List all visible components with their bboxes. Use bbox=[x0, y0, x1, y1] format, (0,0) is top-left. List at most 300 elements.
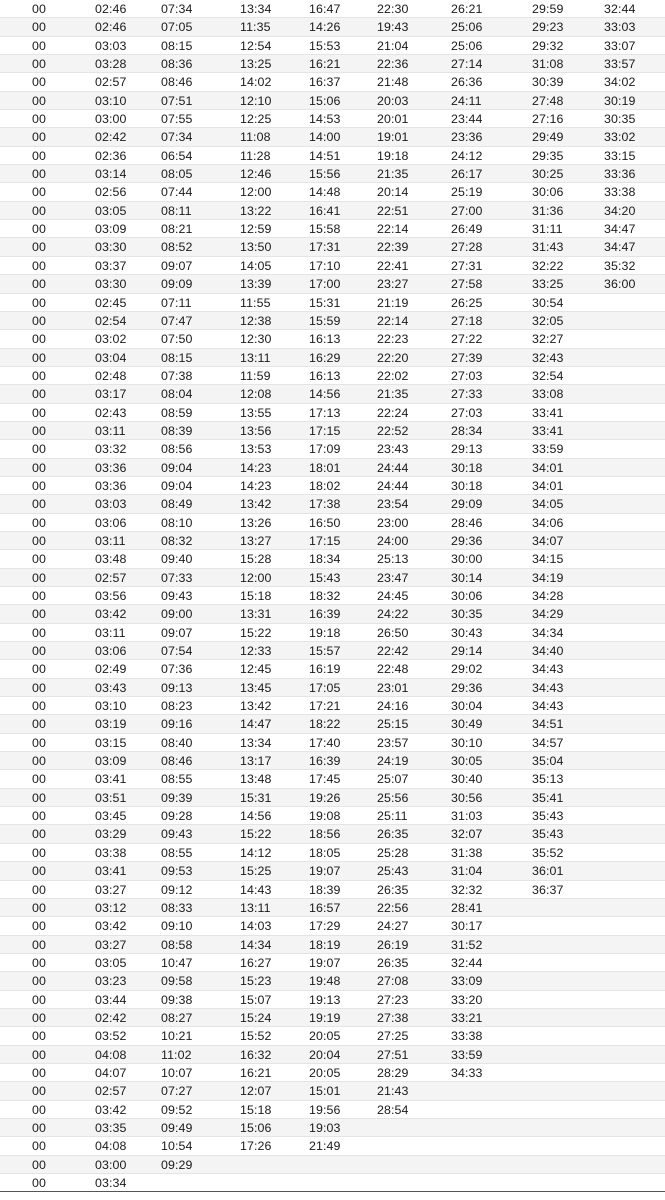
row-label-cell: 00 bbox=[32, 497, 46, 512]
time-cell: 15:01 bbox=[309, 1084, 341, 1099]
time-cell: 31:36 bbox=[532, 203, 564, 218]
time-cell: 09:00 bbox=[161, 607, 193, 622]
time-cell: 03:30 bbox=[95, 277, 127, 292]
time-cell: 15:31 bbox=[309, 295, 341, 310]
time-cell: 18:56 bbox=[309, 827, 341, 842]
time-cell: 31:43 bbox=[532, 240, 564, 255]
time-cell: 15:06 bbox=[240, 1120, 272, 1135]
time-cell: 03:42 bbox=[95, 1102, 127, 1117]
time-cell: 18:01 bbox=[309, 460, 341, 475]
time-cell: 16:37 bbox=[309, 75, 341, 90]
time-cell: 08:40 bbox=[161, 735, 193, 750]
time-cell: 16:50 bbox=[309, 515, 341, 530]
table-row bbox=[0, 844, 665, 862]
time-cell: 17:15 bbox=[309, 423, 341, 438]
row-label-cell: 00 bbox=[32, 974, 46, 989]
time-cell: 14:26 bbox=[309, 20, 341, 35]
time-cell: 24:22 bbox=[377, 607, 409, 622]
time-cell: 33:59 bbox=[451, 1047, 483, 1062]
time-cell: 08:46 bbox=[161, 754, 193, 769]
time-cell: 22:51 bbox=[377, 203, 409, 218]
time-cell: 08:56 bbox=[161, 442, 193, 457]
time-cell: 11:02 bbox=[161, 1047, 192, 1062]
table-row bbox=[0, 349, 665, 367]
time-cell: 34:07 bbox=[532, 533, 564, 548]
time-cell: 27:33 bbox=[451, 387, 483, 402]
time-cell: 08:15 bbox=[161, 38, 193, 53]
time-cell: 35:41 bbox=[532, 790, 564, 805]
time-cell: 17:13 bbox=[309, 405, 341, 420]
time-cell: 35:43 bbox=[532, 809, 564, 824]
time-cell: 15:22 bbox=[240, 625, 272, 640]
time-cell: 16:41 bbox=[309, 203, 341, 218]
time-cell: 31:04 bbox=[451, 864, 483, 879]
row-label-cell: 00 bbox=[32, 790, 46, 805]
table-row bbox=[0, 220, 665, 238]
row-label-cell: 00 bbox=[32, 1047, 46, 1062]
time-cell: 03:35 bbox=[95, 1120, 127, 1135]
row-label-cell: 00 bbox=[32, 258, 46, 273]
time-cell: 03:41 bbox=[95, 772, 127, 787]
table-row bbox=[0, 862, 665, 880]
time-cell: 35:13 bbox=[532, 772, 564, 787]
time-cell: 09:12 bbox=[161, 882, 193, 897]
time-cell: 03:10 bbox=[95, 699, 127, 714]
time-cell: 12:25 bbox=[240, 112, 272, 127]
time-cell: 14:23 bbox=[240, 460, 272, 475]
time-cell: 13:34 bbox=[240, 2, 272, 16]
row-label-cell: 00 bbox=[32, 955, 46, 970]
row-label-cell: 00 bbox=[32, 717, 46, 732]
time-cell: 26:17 bbox=[451, 167, 483, 182]
time-cell: 27:03 bbox=[451, 405, 483, 420]
time-cell: 23:57 bbox=[377, 735, 409, 750]
time-cell: 13:45 bbox=[240, 680, 272, 695]
time-cell: 27:08 bbox=[377, 974, 409, 989]
time-cell: 12:54 bbox=[240, 38, 272, 53]
time-cell: 26:19 bbox=[377, 937, 409, 952]
time-cell: 25:06 bbox=[451, 20, 483, 35]
row-label-cell: 00 bbox=[32, 423, 46, 438]
table-row bbox=[0, 477, 665, 495]
time-cell: 34:29 bbox=[532, 607, 564, 622]
time-cell: 18:22 bbox=[309, 717, 341, 732]
time-cell: 08:55 bbox=[161, 772, 193, 787]
time-cell: 08:33 bbox=[161, 900, 193, 915]
time-cell: 36:37 bbox=[532, 882, 564, 897]
table-row bbox=[0, 422, 665, 440]
time-cell: 03:36 bbox=[95, 478, 127, 493]
time-cell: 19:01 bbox=[377, 130, 409, 145]
time-cell: 22:41 bbox=[377, 258, 409, 273]
time-cell: 16:57 bbox=[309, 900, 341, 915]
time-cell: 03:05 bbox=[95, 203, 127, 218]
time-cell: 13:50 bbox=[240, 240, 272, 255]
time-cell: 18:39 bbox=[309, 882, 341, 897]
table-row bbox=[0, 1137, 665, 1155]
table-row bbox=[0, 165, 665, 183]
time-cell: 13:17 bbox=[240, 754, 272, 769]
time-cell: 14:43 bbox=[240, 882, 272, 897]
time-cell: 15:18 bbox=[240, 1102, 272, 1117]
time-cell: 17:15 bbox=[309, 533, 341, 548]
time-cell: 03:17 bbox=[95, 387, 127, 402]
time-cell: 16:47 bbox=[309, 2, 341, 16]
time-cell: 20:05 bbox=[309, 1065, 341, 1080]
time-cell: 08:49 bbox=[161, 497, 193, 512]
time-cell: 19:26 bbox=[309, 790, 341, 805]
time-cell: 08:05 bbox=[161, 167, 193, 182]
time-cell: 07:34 bbox=[161, 130, 193, 145]
time-cell: 11:35 bbox=[240, 20, 271, 35]
time-cell: 03:52 bbox=[95, 1029, 127, 1044]
time-cell: 20:01 bbox=[377, 112, 409, 127]
row-label-cell: 00 bbox=[32, 185, 46, 200]
row-label-cell: 00 bbox=[32, 772, 46, 787]
time-cell: 34:20 bbox=[604, 203, 636, 218]
time-cell: 29:49 bbox=[532, 130, 564, 145]
time-cell: 17:10 bbox=[309, 258, 341, 273]
table-row bbox=[0, 734, 665, 752]
time-cell: 27:16 bbox=[532, 112, 564, 127]
time-cell: 24:45 bbox=[377, 589, 409, 603]
time-cell: 30:49 bbox=[451, 717, 483, 732]
time-cell: 24:11 bbox=[451, 93, 482, 108]
time-cell: 33:57 bbox=[604, 57, 636, 72]
row-label-cell: 00 bbox=[32, 662, 46, 677]
table-row bbox=[0, 110, 665, 128]
table-row bbox=[0, 660, 665, 678]
time-cell: 27:00 bbox=[451, 203, 483, 218]
time-cell: 03:41 bbox=[95, 864, 127, 879]
time-cell: 04:07 bbox=[95, 1065, 127, 1080]
time-cell: 29:09 bbox=[451, 497, 483, 512]
time-cell: 22:02 bbox=[377, 368, 409, 383]
time-cell: 04:08 bbox=[95, 1047, 127, 1062]
time-cell: 20:05 bbox=[309, 1029, 341, 1044]
time-cell: 29:14 bbox=[451, 644, 483, 659]
time-cell: 07:51 bbox=[161, 93, 193, 108]
time-cell: 34:43 bbox=[532, 699, 564, 714]
time-cell: 09:49 bbox=[161, 1120, 193, 1135]
time-cell: 03:03 bbox=[95, 38, 127, 53]
table-row bbox=[0, 587, 665, 605]
table-row bbox=[0, 275, 665, 293]
time-cell: 09:39 bbox=[161, 790, 193, 805]
time-cell: 30:54 bbox=[532, 295, 564, 310]
time-cell: 21:43 bbox=[377, 1084, 409, 1099]
row-label-cell: 00 bbox=[32, 533, 46, 548]
table-row bbox=[0, 238, 665, 256]
time-cell: 34:57 bbox=[532, 735, 564, 750]
time-cell: 09:43 bbox=[161, 827, 193, 842]
table-row bbox=[0, 991, 665, 1009]
row-label-cell: 00 bbox=[32, 900, 46, 915]
time-cell: 25:06 bbox=[451, 38, 483, 53]
time-cell: 13:26 bbox=[240, 515, 272, 530]
time-cell: 34:01 bbox=[532, 478, 564, 493]
table-row bbox=[0, 972, 665, 990]
time-cell: 16:21 bbox=[309, 57, 341, 72]
time-cell: 35:43 bbox=[532, 827, 564, 842]
time-cell: 23:54 bbox=[377, 497, 409, 512]
row-label-cell: 00 bbox=[32, 130, 46, 145]
time-cell: 08:10 bbox=[161, 515, 193, 530]
time-cell: 13:34 bbox=[240, 735, 272, 750]
row-label-cell: 00 bbox=[32, 277, 46, 292]
time-cell: 02:54 bbox=[95, 313, 127, 328]
table-row bbox=[0, 202, 665, 220]
time-cell: 28:34 bbox=[451, 423, 483, 438]
time-cell: 14:51 bbox=[309, 148, 341, 163]
table-row bbox=[0, 1082, 665, 1100]
time-cell: 03:03 bbox=[95, 497, 127, 512]
time-cell: 34:05 bbox=[532, 497, 564, 512]
time-cell: 02:43 bbox=[95, 405, 127, 420]
time-cell: 25:28 bbox=[377, 845, 409, 860]
row-label-cell: 00 bbox=[32, 515, 46, 530]
row-label-cell: 00 bbox=[32, 625, 46, 640]
time-cell: 31:52 bbox=[451, 937, 483, 952]
time-cell: 29:02 bbox=[451, 662, 483, 677]
time-cell: 02:42 bbox=[95, 1010, 127, 1025]
time-cell: 03:11 bbox=[95, 533, 126, 548]
time-cell: 10:47 bbox=[161, 955, 193, 970]
time-cell: 07:27 bbox=[161, 1084, 193, 1099]
time-cell: 33:38 bbox=[451, 1029, 483, 1044]
time-cell: 14:03 bbox=[240, 919, 272, 934]
time-cell: 29:35 bbox=[532, 148, 564, 163]
time-cell: 18:34 bbox=[309, 552, 341, 567]
time-cell: 30:43 bbox=[451, 625, 483, 640]
time-cell: 02:57 bbox=[95, 570, 127, 585]
time-cell: 15:06 bbox=[309, 93, 341, 108]
table-row bbox=[0, 37, 665, 55]
time-cell: 08:15 bbox=[161, 350, 193, 365]
time-cell: 34:43 bbox=[532, 662, 564, 677]
time-cell: 02:56 bbox=[95, 185, 127, 200]
table-row bbox=[0, 514, 665, 532]
row-label-cell: 00 bbox=[32, 1084, 46, 1099]
time-cell: 19:13 bbox=[309, 992, 341, 1007]
time-cell: 14:02 bbox=[240, 75, 272, 90]
time-cell: 09:43 bbox=[161, 589, 193, 603]
time-cell: 33:07 bbox=[604, 38, 636, 53]
time-cell: 15:43 bbox=[309, 570, 341, 585]
time-cell: 03:42 bbox=[95, 607, 127, 622]
row-label-cell: 00 bbox=[32, 1176, 46, 1190]
time-cell: 09:07 bbox=[161, 258, 193, 273]
time-cell: 13:31 bbox=[240, 607, 272, 622]
time-cell: 07:54 bbox=[161, 644, 193, 659]
time-cell: 22:52 bbox=[377, 423, 409, 438]
time-cell: 15:22 bbox=[240, 827, 272, 842]
time-cell: 16:19 bbox=[309, 662, 341, 677]
table-row bbox=[0, 1101, 665, 1119]
time-cell: 30:10 bbox=[451, 735, 483, 750]
time-cell: 07:55 bbox=[161, 112, 193, 127]
time-cell: 10:07 bbox=[161, 1065, 193, 1080]
row-label-cell: 00 bbox=[32, 38, 46, 53]
time-cell: 09:09 bbox=[161, 277, 193, 292]
table-row bbox=[0, 605, 665, 623]
row-label-cell: 00 bbox=[32, 442, 46, 457]
time-cell: 25:13 bbox=[377, 552, 409, 567]
row-label-cell: 00 bbox=[32, 552, 46, 567]
table-row bbox=[0, 1064, 665, 1082]
time-cell: 07:47 bbox=[161, 313, 193, 328]
row-label-cell: 00 bbox=[32, 735, 46, 750]
table-row bbox=[0, 550, 665, 568]
time-cell: 03:32 bbox=[95, 442, 127, 457]
row-label-cell: 00 bbox=[32, 845, 46, 860]
row-label-cell: 00 bbox=[32, 295, 46, 310]
time-cell: 19:08 bbox=[309, 809, 341, 824]
time-cell: 18:05 bbox=[309, 845, 341, 860]
row-label-cell: 00 bbox=[32, 203, 46, 218]
time-cell: 09:53 bbox=[161, 864, 193, 879]
table-row bbox=[0, 18, 665, 36]
table-row bbox=[0, 367, 665, 385]
time-cell: 15:58 bbox=[309, 222, 341, 237]
time-cell: 16:27 bbox=[240, 955, 272, 970]
time-cell: 23:27 bbox=[377, 277, 409, 292]
time-cell: 02:49 bbox=[95, 662, 127, 677]
time-cell: 34:01 bbox=[532, 460, 564, 475]
time-cell: 02:46 bbox=[95, 2, 127, 16]
time-cell: 31:11 bbox=[532, 222, 563, 237]
time-cell: 27:39 bbox=[451, 350, 483, 365]
table-row bbox=[0, 1174, 665, 1192]
time-cell: 33:59 bbox=[532, 442, 564, 457]
table-row bbox=[0, 807, 665, 825]
time-cell: 27:03 bbox=[451, 368, 483, 383]
time-cell: 32:07 bbox=[451, 827, 483, 842]
row-label-cell: 00 bbox=[32, 992, 46, 1007]
time-cell: 32:22 bbox=[532, 258, 564, 273]
time-cell: 03:06 bbox=[95, 515, 127, 530]
time-cell: 03:19 bbox=[95, 717, 127, 732]
time-cell: 16:13 bbox=[309, 368, 341, 383]
time-cell: 22:14 bbox=[377, 313, 409, 328]
time-cell: 02:45 bbox=[95, 295, 127, 310]
time-cell: 30:18 bbox=[451, 478, 483, 493]
time-cell: 29:32 bbox=[532, 38, 564, 53]
time-cell: 30:17 bbox=[451, 919, 483, 934]
time-cell: 15:31 bbox=[240, 790, 272, 805]
time-cell: 17:45 bbox=[309, 772, 341, 787]
time-cell: 08:27 bbox=[161, 1010, 193, 1025]
time-cell: 03:23 bbox=[95, 974, 127, 989]
table-row bbox=[0, 569, 665, 587]
time-cell: 03:44 bbox=[95, 992, 127, 1007]
time-cell: 03:56 bbox=[95, 589, 127, 603]
time-cell: 26:35 bbox=[377, 955, 409, 970]
time-cell: 29:23 bbox=[532, 20, 564, 35]
table-row bbox=[0, 1046, 665, 1064]
time-cell: 03:11 bbox=[95, 423, 126, 438]
time-cell: 03:15 bbox=[95, 735, 127, 750]
table-row bbox=[0, 440, 665, 458]
table-row bbox=[0, 147, 665, 165]
time-cell: 13:42 bbox=[240, 699, 272, 714]
time-cell: 27:18 bbox=[451, 313, 483, 328]
time-cell: 35:32 bbox=[604, 258, 636, 273]
time-cell: 31:08 bbox=[532, 57, 564, 72]
time-cell: 03:48 bbox=[95, 552, 127, 567]
time-cell: 30:35 bbox=[451, 607, 483, 622]
time-cell: 21:19 bbox=[377, 295, 409, 310]
time-cell: 32:27 bbox=[532, 332, 564, 347]
time-cell: 20:04 bbox=[309, 1047, 341, 1062]
time-cell: 25:07 bbox=[377, 772, 409, 787]
time-cell: 12:00 bbox=[240, 185, 272, 200]
time-cell: 14:53 bbox=[309, 112, 341, 127]
time-cell: 13:11 bbox=[240, 900, 271, 915]
time-cell: 19:18 bbox=[377, 148, 409, 163]
time-cell: 34:06 bbox=[532, 515, 564, 530]
time-cell: 30:06 bbox=[532, 185, 564, 200]
table-row bbox=[0, 679, 665, 697]
time-cell: 03:04 bbox=[95, 350, 127, 365]
row-label-cell: 00 bbox=[32, 460, 46, 475]
time-cell: 25:56 bbox=[377, 790, 409, 805]
time-cell: 33:41 bbox=[532, 405, 564, 420]
row-label-cell: 00 bbox=[32, 387, 46, 402]
time-cell: 09:04 bbox=[161, 460, 193, 475]
time-cell: 20:03 bbox=[377, 93, 409, 108]
time-cell: 19:18 bbox=[309, 625, 341, 640]
table-row bbox=[0, 770, 665, 788]
time-cell: 15:28 bbox=[240, 552, 272, 567]
time-cell: 03:06 bbox=[95, 644, 127, 659]
time-cell: 08:32 bbox=[161, 533, 193, 548]
table-row bbox=[0, 257, 665, 275]
time-cell: 23:44 bbox=[451, 112, 483, 127]
row-label-cell: 00 bbox=[32, 1157, 46, 1172]
table-row bbox=[0, 55, 665, 73]
time-cell: 09:10 bbox=[161, 919, 193, 934]
time-cell: 36:00 bbox=[604, 277, 636, 292]
row-label-cell: 00 bbox=[32, 607, 46, 622]
row-label-cell: 00 bbox=[32, 1102, 46, 1117]
time-cell: 13:39 bbox=[240, 277, 272, 292]
row-label-cell: 00 bbox=[32, 827, 46, 842]
table-row bbox=[0, 1119, 665, 1137]
table-row bbox=[0, 459, 665, 477]
time-cell: 03:10 bbox=[95, 93, 127, 108]
time-cell: 03:27 bbox=[95, 882, 127, 897]
time-cell: 15:25 bbox=[240, 864, 272, 879]
time-cell: 02:57 bbox=[95, 1084, 127, 1099]
time-cell: 03:43 bbox=[95, 680, 127, 695]
time-cell: 30:40 bbox=[451, 772, 483, 787]
time-cell: 16:13 bbox=[309, 332, 341, 347]
row-label-cell: 00 bbox=[32, 919, 46, 934]
time-cell: 16:29 bbox=[309, 350, 341, 365]
time-cell: 15:53 bbox=[309, 38, 341, 53]
time-cell: 26:49 bbox=[451, 222, 483, 237]
table-row bbox=[0, 1027, 665, 1045]
time-cell: 08:23 bbox=[161, 699, 193, 714]
time-cell: 23:36 bbox=[451, 130, 483, 145]
row-label-cell: 00 bbox=[32, 754, 46, 769]
time-cell: 33:03 bbox=[604, 20, 636, 35]
table-row bbox=[0, 642, 665, 660]
table-row bbox=[0, 330, 665, 348]
time-cell: 11:59 bbox=[240, 368, 271, 383]
time-cell: 34:02 bbox=[604, 75, 636, 90]
